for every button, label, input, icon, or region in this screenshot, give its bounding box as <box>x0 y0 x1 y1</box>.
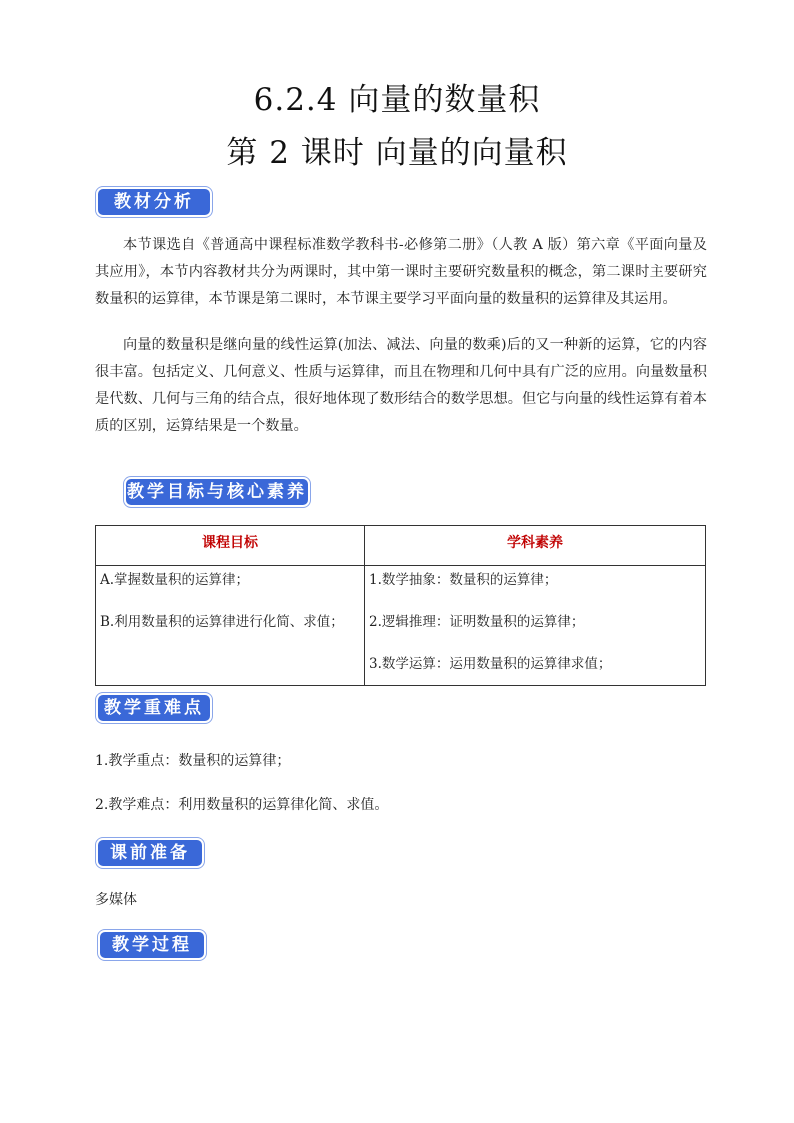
goals-table <box>95 525 706 686</box>
table-header-literacy: 学科素养 <box>365 526 706 566</box>
analysis-paragraph-1: 本节课选自《普通高中课程标准数学教科书-必修第二册》（人教 A 版）第六章《平面向量及其应用》，本节内容教材共分为两课时，其中第一课时主要研究数量积的概念，第二课时主要研究数量积的运算律，本节课是第二课时，本节课主要学习平面向量的数量积的运算律及其运用。 <box>95 237 707 307</box>
section-badge-difficulty: 教学重难点 <box>98 695 210 721</box>
analysis-paragraph-2: 向量的数量积是继向量的线性运算(加法、减法、向量的数乘)后的又一种新的运算，它的内容很丰富。包括定义、几何意义、性质与运算律，而且在物理和几何中具有广泛的应用。向量数量积是代数、几何与三角的结合点，很好地体现了数形结合的数学思想。但它与向量的线性运算有着本质的区别，运算结果是一个数量。 <box>95 337 707 434</box>
prep-text: 多媒体 <box>95 892 137 908</box>
difficulty-item-hard: 2.教学难点：利用数量积的运算律化简、求值。 <box>95 797 389 813</box>
table-header-row <box>96 526 706 566</box>
table-header-goals: 课程目标 <box>96 526 365 566</box>
section-badge-prep: 课前准备 <box>98 840 202 866</box>
literacy-item: 3.数学运算：运用数量积的运算律求值； <box>369 656 612 672</box>
table-row <box>96 566 706 686</box>
page-title: 6.2.4 向量的数量积 <box>253 82 541 118</box>
section-badge-analysis: 教材分析 <box>98 189 210 215</box>
literacy-item: 1.数学抽象：数量积的运算律； <box>369 572 558 588</box>
literacy-item: 2.逻辑推理：证明数量积的运算律； <box>369 614 585 630</box>
goal-item: B.利用数量积的运算律进行化简、求值； <box>100 614 344 630</box>
goal-item: A.掌握数量积的运算律； <box>100 572 250 588</box>
section-badge-goals: 教学目标与核心素养 <box>126 479 308 505</box>
difficulty-item-key: 1.教学重点：数量积的运算律； <box>95 753 291 769</box>
literacy-cell <box>365 566 706 686</box>
page-subtitle: 第 2 课时 向量的向量积 <box>226 135 568 171</box>
section-badge-process: 教学过程 <box>100 932 204 958</box>
goals-cell <box>96 566 365 686</box>
